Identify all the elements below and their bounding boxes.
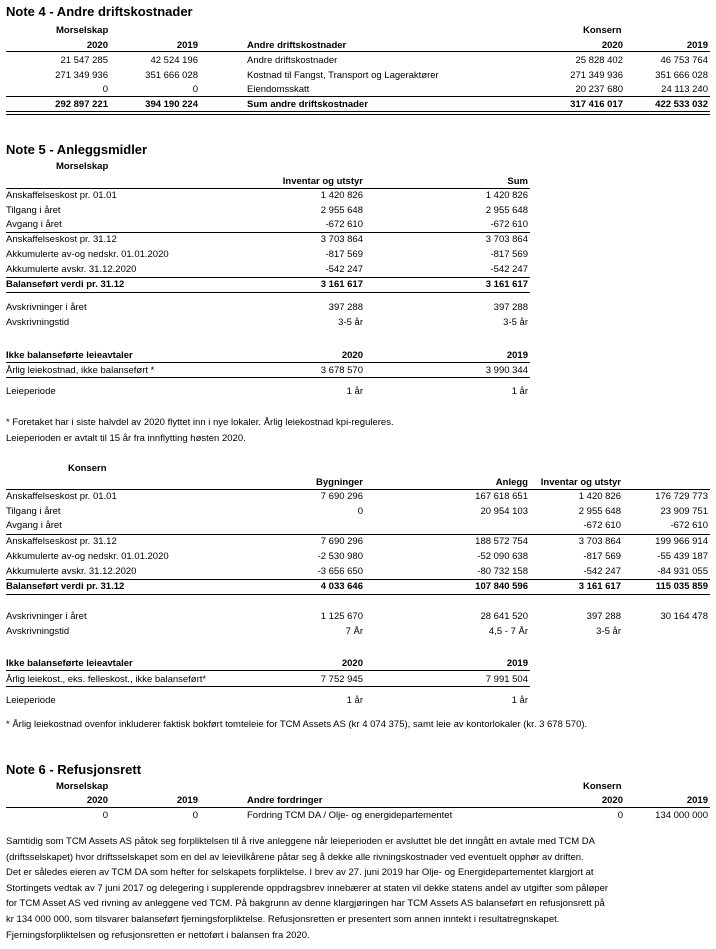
note6-header-k2019: 2019 bbox=[686, 795, 708, 806]
row-rule bbox=[6, 277, 530, 278]
inventar-value: 2 955 648 bbox=[578, 506, 621, 517]
row-label: Kostnad til Fangst, Transport og Lageraktører bbox=[247, 70, 439, 81]
note5-m-lease-v2019: 3 990 344 bbox=[485, 365, 528, 376]
note5-col-anlegg: Anlegg bbox=[495, 477, 528, 488]
sum-value: 199 966 914 bbox=[655, 536, 708, 547]
note6-konsern-label: Konsern bbox=[583, 781, 622, 792]
inventar-value: 3-5 år bbox=[338, 317, 363, 328]
note4-header-m2019: 2019 bbox=[176, 40, 198, 51]
note5-m-period-label: Leieperiode bbox=[6, 386, 56, 397]
m2020-value: 0 bbox=[102, 84, 108, 95]
bygninger-value: 1 125 670 bbox=[320, 611, 363, 622]
inventar-value: 3 161 617 bbox=[578, 581, 621, 592]
note4-header-k2020: 2020 bbox=[601, 40, 623, 51]
anlegg-value: 4,5 - 7 År bbox=[488, 626, 528, 637]
anlegg-value: -52 090 638 bbox=[477, 551, 528, 562]
note4-header-m2020: 2020 bbox=[86, 40, 108, 51]
anlegg-value: 28 641 520 bbox=[480, 611, 528, 622]
note5-m-period-v2019: 1 år bbox=[511, 386, 528, 397]
sum-value: 397 288 bbox=[493, 302, 528, 313]
sum-value: 3 703 864 bbox=[485, 234, 528, 245]
bygninger-value: 7 År bbox=[345, 626, 363, 637]
inventar-value: 3 703 864 bbox=[320, 234, 363, 245]
row-rule bbox=[6, 579, 710, 580]
inventar-value: 1 420 826 bbox=[578, 491, 621, 502]
m2019-value: 351 666 028 bbox=[145, 70, 198, 81]
note5-k-footnote: * Årlig leiekostnad ovenfor inkluderer faktisk bokført tomteleie for TCM Assets AS (kr 4 074 375), samt leie av kontorlokaler (kr. 3 678 570). bbox=[6, 719, 588, 730]
note4-morselskap-label: Morselskap bbox=[56, 25, 109, 36]
sum-value: 115 035 859 bbox=[655, 581, 708, 592]
note5-m-lease-2019: 2019 bbox=[506, 350, 528, 361]
k2020-value: 271 349 936 bbox=[570, 70, 623, 81]
sum-value: 3 161 617 bbox=[485, 279, 528, 290]
note6-header-m2019: 2019 bbox=[176, 795, 198, 806]
bygninger-value: -3 656 650 bbox=[317, 566, 363, 577]
m2020-value: 271 349 936 bbox=[55, 70, 108, 81]
sum-value: 23 909 751 bbox=[660, 506, 708, 517]
inventar-value: 1 420 826 bbox=[320, 190, 363, 201]
row-label: Anskaffelseskost pr. 01.01 bbox=[6, 190, 117, 201]
note5-col-inventar: Inventar og utstyr bbox=[282, 176, 363, 187]
sum-value: -84 931 055 bbox=[657, 566, 708, 577]
bygninger-value: 7 690 296 bbox=[320, 536, 363, 547]
row-label: Avgang i året bbox=[6, 520, 62, 531]
anlegg-value: -80 732 158 bbox=[477, 566, 528, 577]
inventar-value: 2 955 648 bbox=[320, 205, 363, 216]
bygninger-value: 4 033 646 bbox=[320, 581, 363, 592]
anlegg-value: 20 954 103 bbox=[480, 506, 528, 517]
note4-sum-rule bbox=[6, 96, 710, 97]
note5-m-footnote-1: * Foretaket har i siste halvdel av 2020 flyttet inn i nye lokaler. Årlig leiekostnad kpi-reguleres. bbox=[6, 417, 394, 428]
inventar-value: -672 610 bbox=[325, 219, 363, 230]
m2019-value: 0 bbox=[192, 810, 198, 821]
m2020-value: 0 bbox=[102, 810, 108, 821]
note5-m-lease-rule bbox=[6, 362, 530, 363]
k2019-value: 46 753 764 bbox=[660, 55, 708, 66]
row-rule bbox=[6, 232, 530, 233]
paragraph-line: Fjerningsforpliktelsen og refusjonsretten er nettoført i balansen fra 2020. bbox=[6, 929, 310, 941]
inventar-value: 3 703 864 bbox=[578, 536, 621, 547]
note5-m-lease-bottom-rule bbox=[6, 377, 530, 378]
sum-value: -542 247 bbox=[490, 264, 528, 275]
note5-k-header-rule bbox=[6, 489, 710, 490]
note5-col-sum: Sum bbox=[507, 176, 528, 187]
note5-k-period-v2020: 1 år bbox=[346, 695, 363, 706]
note5-k-lease-v2019: 7 991 504 bbox=[485, 674, 528, 685]
note6-paragraph bbox=[6, 834, 706, 943]
note5-m-period-v2020: 1 år bbox=[346, 386, 363, 397]
anlegg-value: 107 840 596 bbox=[475, 581, 528, 592]
paragraph-line: Samtidig som TCM Assets AS påtok seg forpliktelsen til å rive anleggene når leieperioden er avsluttet ble det inngått en avtale med TCM DA bbox=[6, 836, 595, 847]
note5-konsern-label: Konsern bbox=[68, 463, 107, 474]
sum-label: Sum andre driftskostnader bbox=[247, 99, 368, 110]
note5-k-lease-bottom-rule bbox=[6, 686, 530, 687]
row-rule bbox=[6, 534, 710, 535]
inventar-value: 3-5 år bbox=[596, 626, 621, 637]
row-label: Akkumulerte avskr. 31.12.2020 bbox=[6, 566, 137, 577]
inventar-value: -542 247 bbox=[325, 264, 363, 275]
note5-k-lease-rule bbox=[6, 670, 530, 671]
k2019-sum: 422 533 032 bbox=[655, 99, 708, 110]
row-label: Anskaffelseskost pr. 31.12 bbox=[6, 536, 117, 547]
note5-k-lease-header: Ikke balanseførte leieavtaler bbox=[6, 658, 133, 669]
m2019-value: 42 524 196 bbox=[150, 55, 198, 66]
row-label: Fordring TCM DA / Olje- og energidepartementet bbox=[247, 810, 453, 821]
bygninger-value: 0 bbox=[357, 506, 363, 517]
k2020-sum: 317 416 017 bbox=[570, 99, 623, 110]
note5-m-footnote-2: Leieperioden er avtalt til 15 år fra innflytting høsten 2020. bbox=[6, 433, 246, 444]
row-label: Andre driftskostnader bbox=[247, 55, 338, 66]
note5-m-lease-2020: 2020 bbox=[341, 350, 363, 361]
paragraph-line: Det er således eieren av TCM DA som hefter for selskapets forpliktelse. I brev av 27. juni 2019 har Olje- og Energidepartementet klargjort at bbox=[6, 867, 594, 879]
row-label: Tilgang i året bbox=[6, 205, 61, 216]
sum-value: -672 610 bbox=[490, 219, 528, 230]
row-label: Balanseført verdi pr. 31.12 bbox=[6, 279, 125, 290]
sum-value: 30 164 478 bbox=[660, 611, 708, 622]
k2019-value: 24 113 240 bbox=[661, 84, 708, 95]
row-label: Tilgang i året bbox=[6, 506, 61, 517]
note5-morselskap-label: Morselskap bbox=[56, 161, 109, 172]
row-rule bbox=[6, 594, 710, 595]
inventar-value: -817 569 bbox=[583, 551, 621, 562]
note5-m-lease-v2020: 3 678 570 bbox=[320, 365, 363, 376]
m2020-sum: 292 897 221 bbox=[55, 99, 108, 110]
anlegg-value: 188 572 754 bbox=[475, 536, 528, 547]
k2020-value: 20 237 680 bbox=[575, 84, 623, 95]
row-label: Anskaffelseskost pr. 01.01 bbox=[6, 491, 117, 502]
row-label: Anskaffelseskost pr. 31.12 bbox=[6, 234, 117, 245]
row-label: Eiendomsskatt bbox=[247, 84, 310, 95]
note5-k-period-label: Leieperiode bbox=[6, 695, 56, 706]
sum-value: 3-5 år bbox=[503, 317, 528, 328]
row-label: Avgang i året bbox=[6, 219, 62, 230]
note4-konsern-label: Konsern bbox=[583, 25, 622, 36]
inventar-value: -542 247 bbox=[583, 566, 621, 577]
note5-k-lease-2020: 2020 bbox=[341, 658, 363, 669]
bygninger-value: 7 690 296 bbox=[320, 491, 363, 502]
sum-value: -672 610 bbox=[670, 520, 708, 531]
sum-value: -55 439 187 bbox=[657, 551, 708, 562]
paragraph-line: (driftsselskapet) hvor driftsselskapet som en del av leievilkårene påtar seg å dekke alle rivningskostnader ved eventuelt opphør av driften. bbox=[6, 851, 584, 863]
inventar-value: 397 288 bbox=[586, 611, 621, 622]
k2020-value: 25 828 402 bbox=[575, 55, 623, 66]
note5-m-header-rule bbox=[6, 188, 530, 189]
k2019-value: 351 666 028 bbox=[655, 70, 708, 81]
row-label: Akkumulerte av-og nedskr. 01.01.2020 bbox=[6, 249, 169, 260]
note5-k-lease-label: Årlig leiekost., eks. felleskost., ikke balanseført* bbox=[6, 674, 207, 685]
note5-col-bygg: Bygninger bbox=[316, 477, 363, 488]
note4-header-k2019: 2019 bbox=[686, 40, 708, 51]
note4-double-rule bbox=[6, 111, 710, 115]
paragraph-line: kr 134 000 000, som tilsvarer balanseført fjerningsforpliktelse. Refusjonsretten er presentert som annen inntekt i resultatregnskapet. bbox=[6, 913, 560, 925]
k2019-value: 134 000 000 bbox=[655, 810, 708, 821]
inventar-value: 3 161 617 bbox=[320, 279, 363, 290]
sum-value: 2 955 648 bbox=[485, 205, 528, 216]
note6-header-label: Andre fordringer bbox=[247, 795, 323, 806]
inventar-value: -672 610 bbox=[583, 520, 621, 531]
sum-value: 1 420 826 bbox=[485, 190, 528, 201]
note5-col-inventar-k: Inventar og utstyr bbox=[540, 477, 621, 488]
sum-value: 176 729 773 bbox=[655, 491, 708, 502]
row-label: Balanseført verdi pr. 31.12 bbox=[6, 581, 125, 592]
row-label: Akkumulerte avskr. 31.12.2020 bbox=[6, 264, 137, 275]
note5-m-lease-label: Årlig leiekostnad, ikke balanseført * bbox=[6, 365, 155, 376]
inventar-value: 397 288 bbox=[328, 302, 363, 313]
row-label: Avskrivninger i året bbox=[6, 302, 87, 313]
note4-title: Note 4 - Andre driftskostnader bbox=[6, 4, 193, 19]
note6-header-k2020: 2020 bbox=[601, 795, 623, 806]
m2019-value: 0 bbox=[192, 84, 198, 95]
note5-k-lease-v2020: 7 752 945 bbox=[320, 674, 363, 685]
note6-header-rule bbox=[6, 807, 710, 808]
note5-k-lease-2019: 2019 bbox=[506, 658, 528, 669]
m2020-value: 21 547 285 bbox=[60, 55, 108, 66]
note5-k-period-v2019: 1 år bbox=[511, 695, 528, 706]
paragraph-line: for TCM Asset AS ved rivning av anleggene ved TCM. På bakgrunn av denne klargjøringen har TCM Assets AS balanseført en refusjonsrett på bbox=[6, 898, 605, 910]
row-rule bbox=[6, 292, 530, 293]
note5-m-lease-header: Ikke balanseførte leieavtaler bbox=[6, 350, 133, 361]
note6-morselskap-label: Morselskap bbox=[56, 781, 109, 792]
sum-value: -817 569 bbox=[490, 249, 528, 260]
anlegg-value: 167 618 651 bbox=[475, 491, 528, 502]
row-label: Akkumulerte av-og nedskr. 01.01.2020 bbox=[6, 551, 169, 562]
k2020-value: 0 bbox=[617, 810, 623, 821]
paragraph-line: Stortingets vedtak av 7 juni 2017 og delegering i supplerende oppdragsbrev innebærer at staten vil dekke statens andel av utgifter som påløper bbox=[6, 882, 609, 894]
note6-title: Note 6 - Refusjonsrett bbox=[6, 762, 142, 777]
note4-header-label: Andre driftskostnader bbox=[247, 40, 347, 51]
note4-header-rule bbox=[6, 51, 710, 52]
row-label: Avskrivninger i året bbox=[6, 611, 87, 622]
note6-header-m2020: 2020 bbox=[86, 795, 108, 806]
row-label: Avskrivningstid bbox=[6, 626, 70, 637]
note5-title: Note 5 - Anleggsmidler bbox=[6, 142, 148, 157]
inventar-value: -817 569 bbox=[325, 249, 363, 260]
m2019-sum: 394 190 224 bbox=[145, 99, 198, 110]
bygninger-value: -2 530 980 bbox=[317, 551, 363, 562]
row-label: Avskrivningstid bbox=[6, 317, 70, 328]
